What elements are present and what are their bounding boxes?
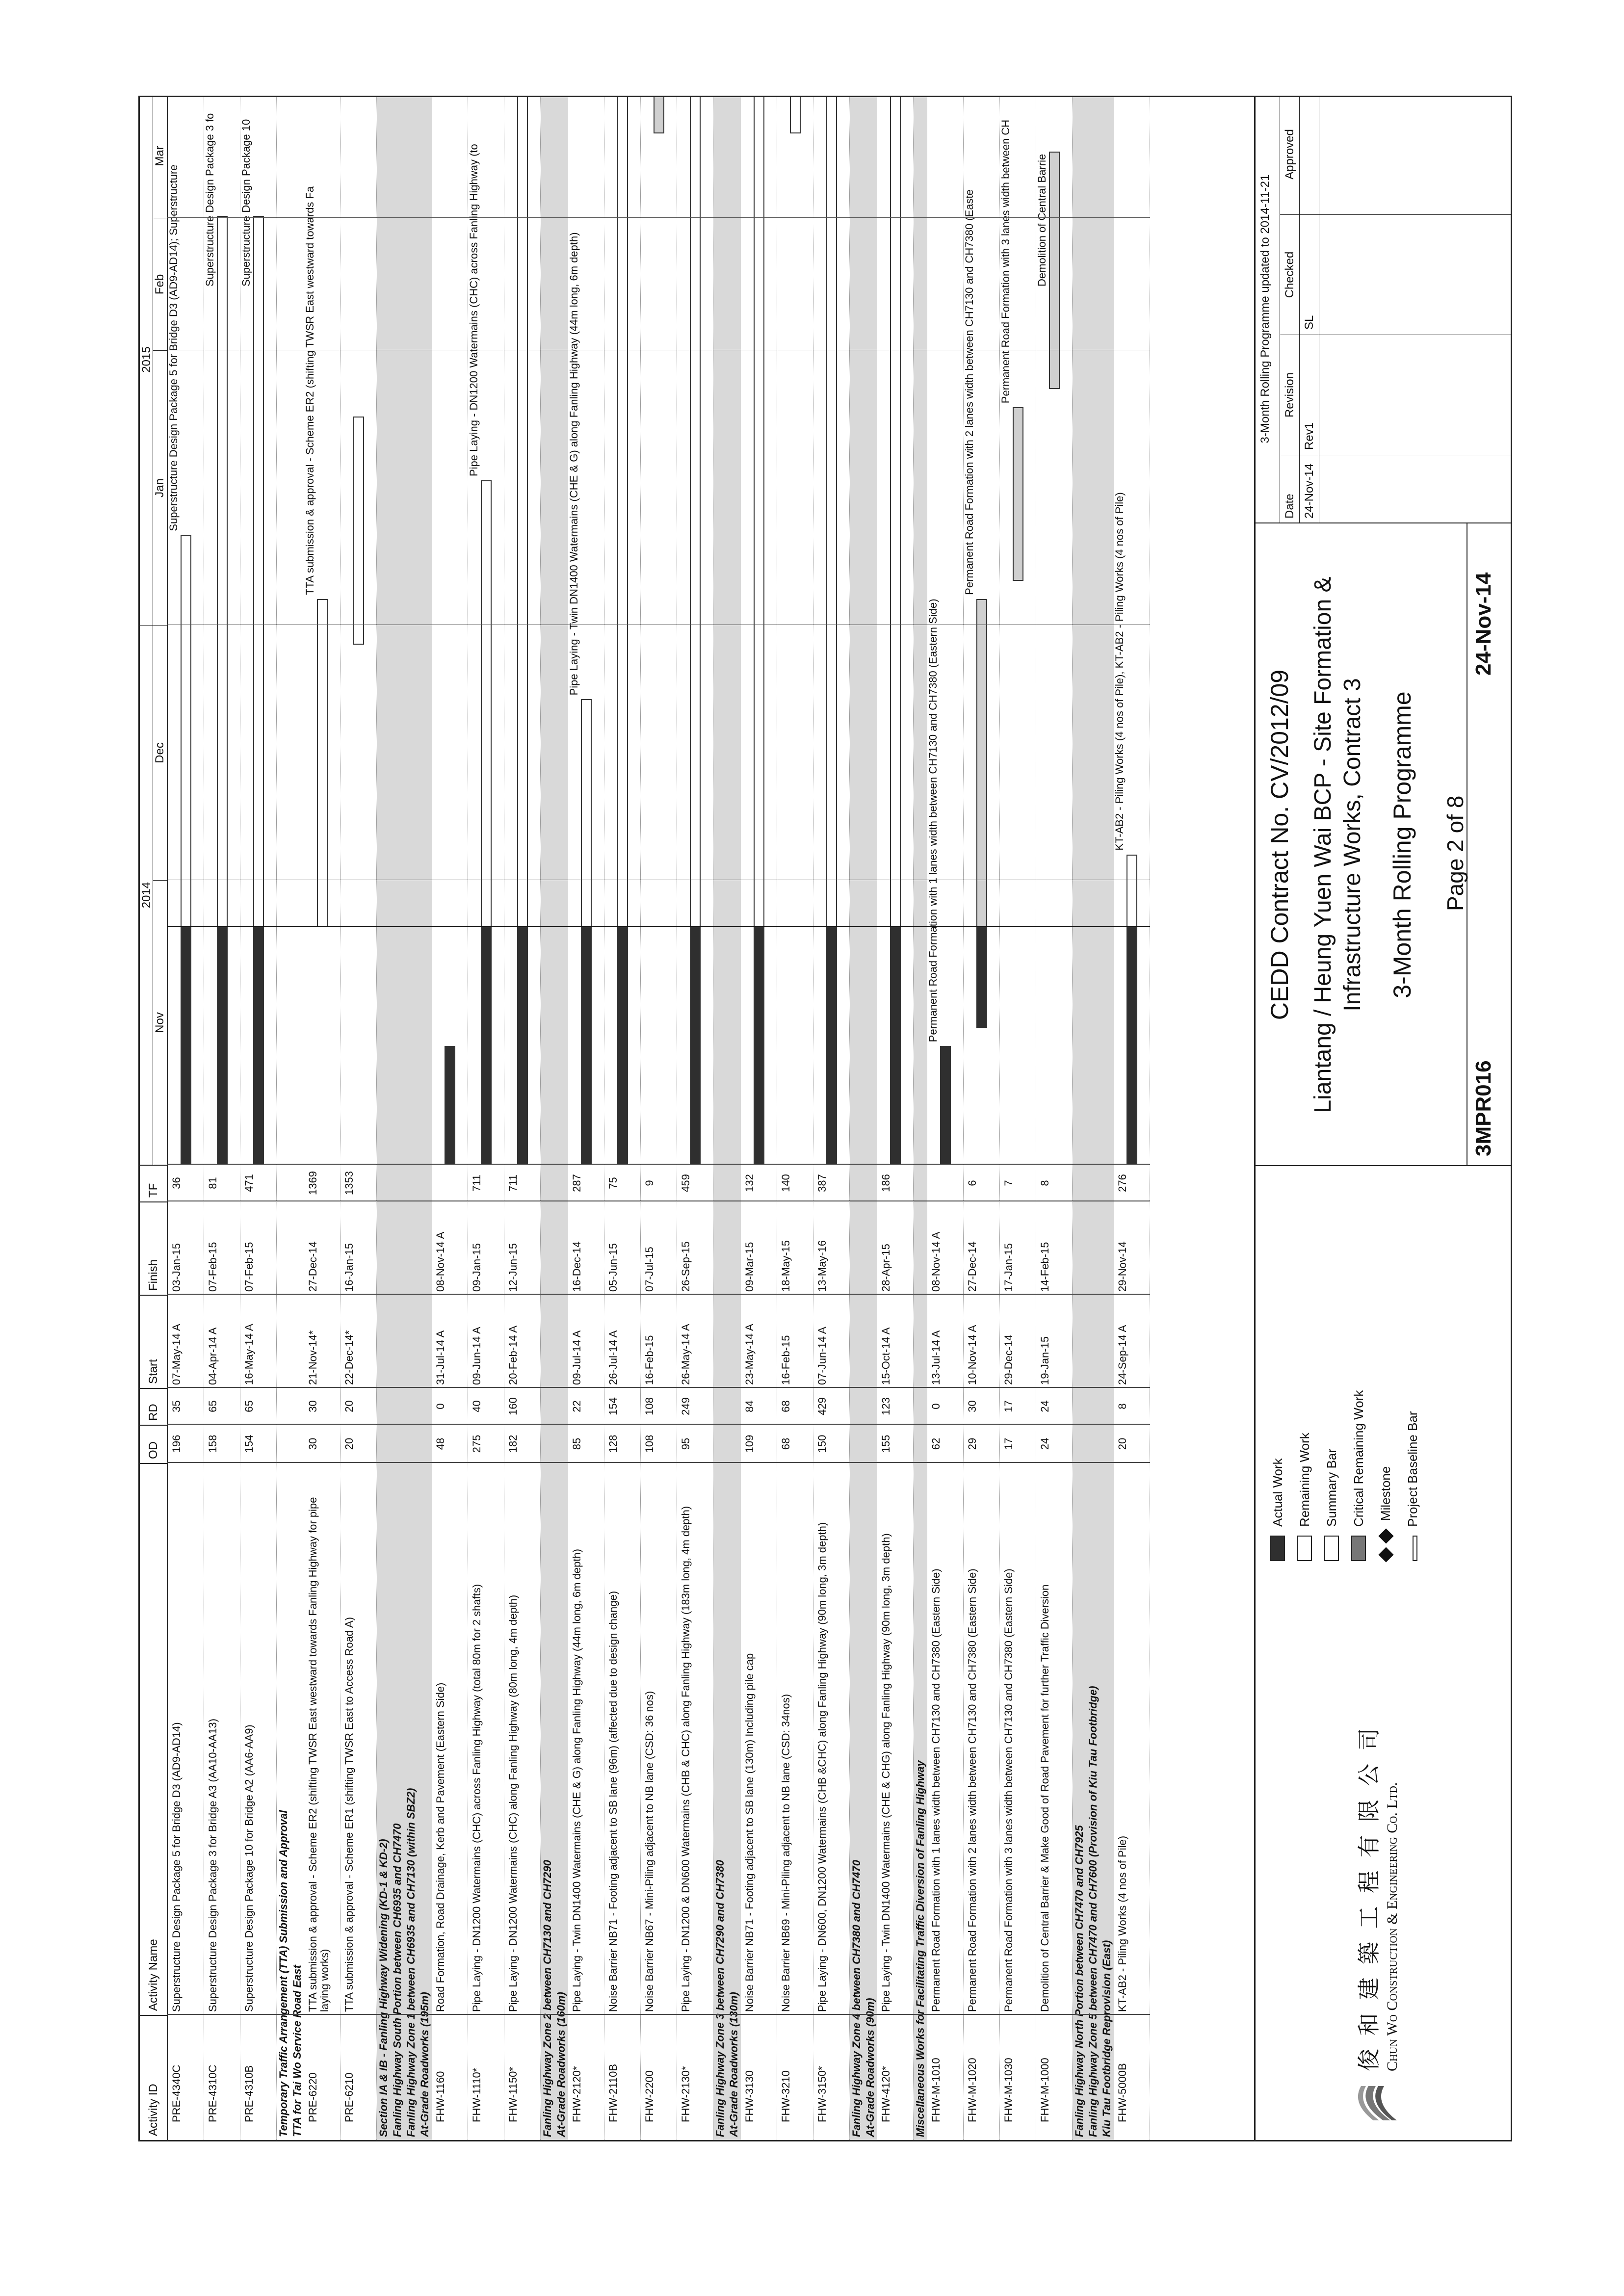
activity-row[interactable] [927,97,964,2140]
activity-row[interactable] [468,97,504,2140]
total-float: 9 [643,1180,655,1186]
legend-swatch-summary [1324,1536,1339,1561]
project-title-line2: Infrastructure Works, Contract 3 [1339,678,1365,1012]
legend-swatch-remaining [1297,1536,1312,1561]
data-date-line [167,926,1150,927]
rev-blank-col [1319,214,1511,335]
activity-row[interactable] [432,97,468,2140]
col-activity-id[interactable]: Activity ID [140,2015,167,2140]
revision-panel [1256,96,1511,523]
activity-name: Road Formation, Road Drainage, Kerb and Pavement (Eastern Side) [434,1682,446,2012]
activity-id: FHW-3210 [780,2070,792,2122]
start-date: 16-May-14 A [243,1324,255,1385]
remaining-work-bar[interactable] [1013,407,1023,580]
remaining-duration: 35 [170,1400,183,1412]
finish-date: 16-Jan-15 [343,1243,355,1292]
start-date: 26-Jul-14 A [607,1330,619,1385]
column-divider [167,1424,1150,1425]
activity-row[interactable] [813,97,850,2140]
month-nov: Nov [153,880,167,1165]
finish-date: 28-Apr-15 [880,1244,892,1292]
milestone-icon [1378,1528,1393,1543]
total-float [432,1165,468,1201]
finish-date: 07-Jul-15 [643,1247,655,1292]
legend-actual-work: Actual Work [1270,1458,1285,1527]
remaining-duration: 160 [507,1397,519,1415]
total-float: 81 [207,1177,219,1189]
bar-label: Superstructure Design Package 10 [240,119,252,287]
programme-sheet [138,96,1512,2141]
remaining-duration: 30 [966,1400,978,1412]
legend-summary-bar: Summary Bar [1324,1449,1339,1527]
column-header-row [140,97,168,2140]
finish-date: 27-Dec-14 [307,1241,319,1292]
activity-row[interactable] [341,97,377,2140]
activity-row[interactable] [877,97,914,2140]
activity-name: TTA submission & approval - Scheme ER2 (shifting TWSR East westward towards Fanling Highway for pipe laying works) [307,1497,331,2012]
total-float: 387 [816,1174,828,1192]
finish-date: 05-Jun-15 [607,1243,619,1292]
start-date: 09-Jul-14 A [571,1330,583,1385]
finish-date: 16-Dec-14 [571,1241,583,1292]
original-duration: 150 [816,1435,828,1453]
activity-name: Noise Barrier NB67 - Mini-Piling adjacent to NB lane (CSD: 36 nos) [643,1691,655,2012]
rev-row-revision: Rev1 [1300,335,1319,455]
original-duration: 95 [680,1437,692,1450]
actual-work-bar[interactable] [445,1046,455,1165]
activity-id: FHW-4120* [880,2066,892,2122]
remaining-work-bar[interactable] [181,535,191,928]
activity-row[interactable] [777,97,813,2140]
original-duration: 128 [607,1435,619,1453]
total-float [927,1165,963,1201]
project-title-line1: Liantang / Heung Yuen Wai BCP - Site Formation & [1310,576,1336,1113]
original-duration: 108 [643,1435,655,1453]
activity-id: FHW-1160 [434,2071,446,2122]
rev-row-approved [1300,96,1319,214]
month-mar: Mar [153,146,166,166]
activity-id: PRE-4310B [243,2065,255,2122]
original-duration: 155 [880,1435,892,1453]
remaining-work-bar[interactable] [517,96,528,927]
total-float: 711 [471,1174,483,1192]
start-date: 07-May-14 A [170,1324,183,1385]
activity-name: Superstructure Design Package 3 for Bridge A3 (AA10-AA13) [207,1719,219,2012]
actual-work-bar[interactable] [976,927,987,1028]
activity-id: FHW-1150* [507,2067,519,2122]
activity-id: FHW-2200 [643,2070,655,2122]
col-finish[interactable]: Finish [140,1201,167,1295]
col-od[interactable]: OD [140,1425,167,1463]
rev-blank-col [1319,455,1511,523]
col-rd[interactable]: RD [140,1388,167,1425]
remaining-duration: 108 [643,1397,655,1415]
remaining-work-bar[interactable] [690,96,701,927]
section-heading: Fanling Highway Zone 2 between CH7130 and CH7290 [541,97,554,2140]
start-date: 21-Nov-14* [307,1330,319,1385]
section-heading: Fanling Highway South Portion between CH6935 and CH7470 [391,97,404,2140]
start-date: 16-Feb-15 [643,1335,655,1385]
column-divider [167,1387,1150,1388]
total-float: 1353 [343,1171,355,1195]
remaining-duration: 84 [743,1400,756,1412]
start-date: 19-Jan-15 [1039,1336,1051,1385]
activity-name: Pipe Laying - DN1200 & DN600 Watermains (CHB & CHC) along Fanling Highway (183m long, 4m depth) [680,1506,692,2012]
original-duration: 109 [743,1435,756,1453]
year-2014: 2014 [140,625,153,1165]
remaining-work-bar[interactable] [617,96,628,927]
finish-date: 26-Sep-15 [680,1241,692,1292]
footer-block [1254,97,1511,2140]
original-duration: 182 [507,1435,519,1453]
activity-name: Noise Barrier NB71 - Footing adjacent to SB lane (130m) Including pile cap [743,1653,756,2012]
actual-work-bar[interactable] [517,927,528,1165]
actual-work-bar[interactable] [1126,927,1137,1165]
actual-work-bar[interactable] [217,927,228,1165]
start-date: 31-Jul-14 A [434,1330,446,1385]
activity-name: Permanent Road Formation with 3 lanes width between CH7130 and CH7380 (Eastern Side) [1002,1568,1015,2012]
actual-work-bar[interactable] [617,927,628,1165]
remaining-work-bar[interactable] [826,96,837,927]
activity-row[interactable] [604,97,641,2140]
year-2015: 2015 [140,96,153,625]
revision-caption: 3-Month Rolling Programme updated to 2014-11-21 [1256,96,1280,523]
finish-date: 18-May-15 [780,1240,792,1292]
section-heading: Fanling Highway Zone 3 between CH7290 and CH7380 [713,97,727,2140]
finish-date: 13-May-16 [816,1240,828,1292]
column-divider [167,1462,1150,1463]
original-duration: 62 [930,1437,942,1450]
month-gridline [167,217,1150,218]
start-date: 26-May-14 A [680,1324,692,1385]
column-divider [167,1164,1150,1165]
legend-critical-remaining: Critical Remaining Work [1351,1390,1366,1527]
activity-name: Permanent Road Formation with 1 lanes width between CH7130 and CH7380 (Eastern Side) [930,1568,942,2012]
start-date: 16-Feb-15 [780,1335,792,1385]
section-heading: Section IA & IB - Fanling Highway Widening (KD-1 & KD-2) [377,97,391,2140]
start-date: 09-Jun-14 A [471,1327,483,1385]
section-heading: Miscellaneous Works for Facilitating Traffic Diversion of Fanling Highway [914,97,927,2140]
legend-swatch-actual [1270,1536,1285,1561]
remaining-duration: 123 [880,1397,892,1415]
page-number: Page 2 of 8 [1442,795,1468,911]
remaining-work-bar[interactable] [253,216,264,928]
section-heading: Fanling Highway North Portion between CH7470 and CH7925 [1073,97,1086,2140]
original-duration: 20 [343,1437,355,1450]
legend-project-baseline: Project Baseline Bar [1405,1411,1420,1527]
activity-id: FHW-M-1000 [1039,2058,1051,2122]
finish-date: 09-Mar-15 [743,1242,756,1292]
remaining-duration: 0 [434,1403,446,1409]
actual-work-bar[interactable] [940,1046,951,1165]
total-float: 6 [966,1180,978,1186]
activity-id: PRE-4310C [207,2064,219,2122]
bar-label: Demolition of Central Barrie [1036,154,1048,287]
activity-row[interactable] [677,97,713,2140]
activity-name: Pipe Laying - DN1200 Watermains (CHC) along Fanling Highway (80m long, 4m depth) [507,1594,519,2012]
issue-date: 24-Nov-14 [1471,572,1495,676]
remaining-duration: 30 [307,1400,319,1412]
remaining-duration: 40 [471,1400,483,1412]
activity-id: FHW-M-1020 [966,2058,978,2122]
activity-id: FHW-2110B [607,2063,619,2122]
remaining-duration: 154 [607,1397,619,1415]
total-float: 8 [1039,1180,1051,1186]
section-heading: At-Grade Roadworks (160m) [554,97,568,2140]
company-name-en: Chun Wo Construction & Engineering Co. Ltd. [1384,1782,1400,2071]
bar-label: KT-AB2 - Piling Works (4 nos of Pile), KT-AB2 - Piling Works (4 nos of Pile) [1113,492,1126,851]
section-heading: At-Grade Roadworks (90m) [864,97,877,2140]
actual-work-bar[interactable] [690,927,701,1165]
start-date: 29-Dec-14 [1002,1334,1015,1385]
finish-date: 29-Nov-14 [1116,1241,1128,1292]
activity-id: PRE-6220 [307,2072,319,2122]
original-duration: 154 [243,1435,255,1453]
actual-work-bar[interactable] [253,927,264,1165]
activity-row[interactable] [964,97,1000,2140]
remaining-work-bar[interactable] [317,599,328,928]
start-date: 22-Dec-14* [343,1330,355,1385]
activity-row[interactable] [641,97,677,2140]
month-feb: Feb [153,218,167,350]
rev-header-revision: Revision [1280,335,1300,455]
actual-work-bar[interactable] [481,927,492,1165]
legend-swatch-baseline [1413,1536,1417,1561]
column-divider [167,1294,1150,1295]
section-heading: At-Grade Roadworks (130m) [727,97,741,2140]
rev-header-checked: Checked [1280,214,1300,335]
start-date: 23-May-14 A [743,1324,756,1385]
remaining-duration: 17 [1002,1400,1015,1412]
month-jan: Jan [153,350,167,625]
finish-date: 09-Jan-15 [471,1243,483,1292]
programme-title: 3-Month Rolling Programme [1388,691,1416,998]
activity-row[interactable] [1036,97,1073,2140]
total-float: 36 [170,1177,183,1189]
bar-label: Pipe Laying - Twin DN1400 Watermains (CHE & G) along Fanling Highway (44m long, 6m depth) [568,232,580,696]
activity-row[interactable] [168,97,204,2140]
activity-name: Pipe Laying - Twin DN1400 Watermains (CHE & G) along Fanling Highway (44m long, 6m depth) [571,1549,583,2012]
total-float: 7 [1002,1180,1015,1186]
activity-id: FHW-2130* [680,2066,692,2122]
month-dec: Dec [153,625,167,880]
contract-number: CEDD Contract No. CV/2012/09 [1266,669,1293,1020]
original-duration: 30 [307,1437,319,1450]
original-duration: 275 [471,1435,483,1453]
start-date: 07-Jun-14 A [816,1327,828,1385]
company-name-cn: 俊 和 建 築 工 程 有 限 公 司 [1356,1725,1382,2071]
activity-id: FHW-3130 [743,2070,756,2122]
finish-date: 03-Jan-15 [170,1243,183,1292]
remaining-work-bar[interactable] [581,699,592,927]
bar-label: Permanent Road Formation with 2 lanes width between CH7130 and CH7380 (Easte [963,189,975,595]
remaining-duration: 20 [343,1400,355,1412]
rev-header-approved: Approved [1280,96,1300,214]
activity-id: PRE-4340C [170,2064,183,2122]
activity-row[interactable] [1000,97,1036,2140]
remaining-duration: 68 [780,1400,792,1412]
finish-date: 12-Jun-15 [507,1243,519,1292]
remaining-duration: 0 [930,1403,942,1409]
rev-row-date: 24-Nov-14 [1300,455,1319,523]
bar-label: Superstructure Design Package 5 for Bridge D3 (AD9-AD14); Superstructure [167,164,180,531]
remaining-work-bar[interactable] [1049,152,1060,389]
start-date: 04-Apr-14 A [207,1327,219,1385]
rev-header-date: Date [1280,455,1300,523]
original-duration: 48 [434,1437,446,1450]
finish-date: 17-Jan-15 [1002,1243,1015,1292]
column-divider [167,1200,1150,1201]
finish-date: 27-Dec-14 [966,1241,978,1292]
activity-name: KT-AB2 - Piling Works (4 nos of Pile) [1116,1835,1128,2012]
milestone-icon [1378,1547,1393,1562]
activity-id: PRE-6210 [343,2072,355,2122]
legend-swatch-critical [1351,1536,1366,1561]
original-duration: 29 [966,1437,978,1450]
remaining-work-bar[interactable] [890,96,901,927]
remaining-duration: 24 [1039,1400,1051,1412]
finish-date: 07-Feb-15 [207,1242,219,1292]
original-duration: 85 [571,1437,583,1450]
actual-work-bar[interactable] [754,927,764,1165]
remaining-work-bar[interactable] [217,216,228,928]
activity-id: FHW-5000B [1116,2063,1128,2122]
start-date: 20-Feb-14 A [507,1325,519,1385]
remaining-work-bar[interactable] [790,96,801,133]
bar-label: Permanent Road Formation with 1 lanes width between CH7130 and CH7380 (Eastern Side) [927,599,939,1043]
activity-name: Demolition of Central Barrier & Make Good of Road Pavement for further Traffic Diversion [1039,1584,1051,2012]
remaining-work-bar[interactable] [353,417,364,645]
activity-row[interactable] [204,97,240,2140]
total-float: 459 [680,1174,692,1192]
finish-date: 08-Nov-14 A [434,1231,446,1292]
section-heading: At-Grade Roadworks (195m) [418,97,432,2140]
col-start[interactable]: Start [140,1295,167,1388]
activity-row[interactable] [240,97,277,2140]
legend-milestone: Milestone [1378,1466,1393,1521]
start-date: 24-Sep-14 A [1116,1325,1128,1385]
actual-work-bar[interactable] [826,927,837,1165]
total-float: 140 [780,1174,792,1192]
remaining-duration: 249 [680,1397,692,1415]
total-float: 75 [607,1177,619,1189]
bar-label: Superstructure Design Package 3 fo [204,113,216,287]
actual-work-bar[interactable] [581,927,592,1165]
original-duration: 20 [1116,1437,1128,1450]
activity-name: Superstructure Design Package 10 for Bridge A2 (AA6-AA9) [243,1724,255,2012]
activity-name: Superstructure Design Package 5 for Bridge D3 (AD9-AD14) [170,1722,183,2012]
activity-id: FHW-1110* [471,2067,483,2122]
total-float: 132 [743,1174,756,1192]
bar-label: Pipe Laying - DN1200 Watermains (CHC) across Fanling Highway (to [468,144,480,476]
section-heading: Temporary Traffic Arrangement (TTA) Submission and Approval [277,97,290,2140]
actual-work-bar[interactable] [890,927,901,1165]
remaining-work-bar[interactable] [1126,855,1137,928]
activity-name: Pipe Laying - Twin DN1400 Watermains (CHE & CHG) along Fanling Highway (90m long, 3m depth) [880,1533,892,2012]
activity-row[interactable] [504,97,541,2140]
activity-id: FHW-M-1010 [930,2058,942,2122]
company-logo [1354,2081,1398,2125]
activity-id: FHW-M-1030 [1002,2058,1015,2122]
original-duration: 24 [1039,1437,1051,1450]
total-float: 276 [1116,1174,1128,1192]
activity-id: FHW-2120* [571,2066,583,2122]
original-duration: 196 [170,1435,183,1453]
section-heading: Kiu Tau Footbridge Reprovision (East) [1100,97,1114,2140]
col-activity-name[interactable]: Activity Name [140,1463,167,2015]
document-number: 3MPR016 [1471,1060,1495,1156]
legend-remaining-work: Remaining Work [1297,1433,1312,1527]
legend-panel [1256,1165,1511,2140]
finish-date: 14-Feb-15 [1039,1242,1051,1292]
total-float: 711 [507,1174,519,1192]
start-date: 10-Nov-14 A [966,1325,978,1385]
activity-name: Noise Barrier NB71 - Footing adjacent to SB lane (96m) (affected due to design change) [607,1591,619,2012]
remaining-duration: 65 [207,1400,219,1412]
remaining-duration: 22 [571,1400,583,1412]
remaining-duration: 429 [816,1397,828,1415]
section-heading: Fanling Highway Zone 1 between CH6935 and CH7130 (within SBZ2) [404,97,418,2140]
section-heading: Fanling Highway Zone 5 between CH7470 and CH7600 (Provision of Kiu Tau Footbridge) [1086,97,1100,2140]
finish-date: 07-Feb-15 [243,1242,255,1292]
remaining-work-bar[interactable] [754,96,764,927]
remaining-work-bar[interactable] [976,599,987,928]
finish-date: 08-Nov-14 A [930,1231,942,1292]
col-tf[interactable]: TF [140,1165,167,1201]
remaining-duration: 65 [243,1400,255,1412]
remaining-work-bar[interactable] [654,96,664,133]
section-heading: TTA for Tai Wo Service Road East [290,97,304,2140]
activity-name: Permanent Road Formation with 2 lanes width between CH7130 and CH7380 (Eastern Side) [966,1568,978,2012]
total-float: 186 [880,1174,892,1192]
actual-work-bar[interactable] [181,927,191,1165]
activity-row[interactable] [741,97,777,2140]
activity-id: FHW-3150* [816,2066,828,2122]
activity-row[interactable] [304,97,341,2140]
title-panel [1256,522,1511,1166]
activity-name: TTA submission & approval - Scheme ER1 (shifting TWSR East to Access Road A) [343,1617,355,2012]
total-float: 287 [571,1174,583,1192]
original-duration: 158 [207,1435,219,1453]
bar-label: TTA submission & approval - Scheme ER2 (shifting TWSR East westward towards Fa [304,186,316,595]
remaining-duration: 8 [1116,1403,1128,1409]
original-duration: 17 [1002,1437,1015,1450]
bar-label: Permanent Road Formation with 3 lanes width between CH [999,119,1012,404]
total-float: 471 [243,1174,255,1192]
start-date: 15-Oct-14 A [880,1327,892,1385]
activity-name: Noise Barrier NB69 - Mini-Piling adjacent to NB lane (CSD: 34nos) [780,1694,792,2012]
start-date: 13-Jul-14 A [930,1330,942,1385]
remaining-work-bar[interactable] [481,480,492,927]
activity-name: Pipe Laying - DN1200 Watermains (CHC) across Fanling Highway (total 80m for 2 shafts) [471,1584,483,2012]
rev-row-checked: SL [1300,214,1319,335]
activity-row[interactable] [568,97,604,2140]
column-divider [167,2014,1150,2015]
rev-blank-col [1319,335,1511,455]
original-duration: 68 [780,1437,792,1450]
total-float: 1369 [307,1171,319,1195]
section-heading: Fanling Highway Zone 4 between CH7380 and CH7470 [850,97,864,2140]
activity-name: Pipe Laying - DN600, DN1200 Watermains (CHB &CHC) along Fanling Highway (90m long, 3m depth) [816,1522,828,2012]
activity-row[interactable] [1114,97,1150,2140]
